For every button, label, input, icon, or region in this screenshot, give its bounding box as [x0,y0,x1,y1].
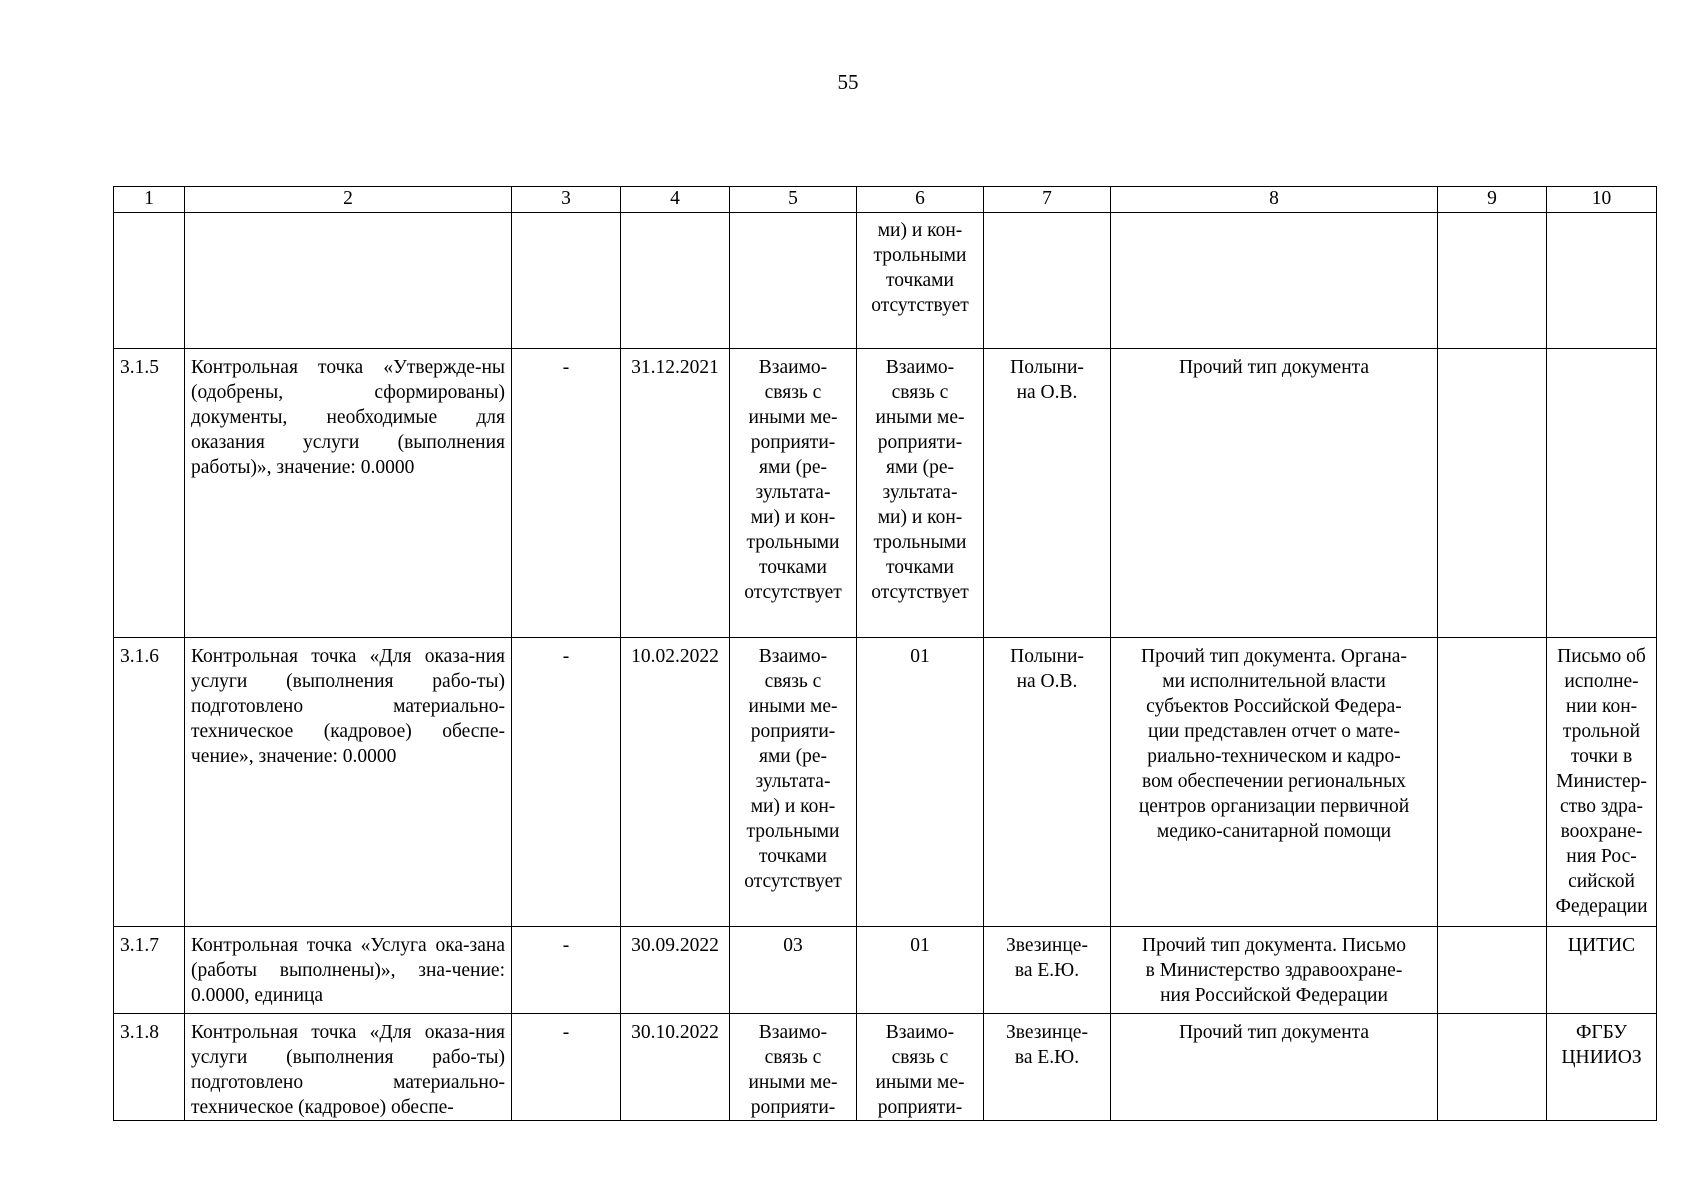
col10-cell [1547,213,1657,349]
header-row [114,187,1657,213]
row-number-cell: 3.1.6 [114,638,185,927]
col5-cell [730,213,857,349]
col5-cell: Взаимо- связь с иными ме- роприяти- [730,1014,857,1121]
row-number-cell: 3.1.7 [114,927,185,1014]
col10-cell: ФГБУ ЦНИИОЗ [1547,1014,1657,1121]
col5-cell: 03 [730,927,857,1014]
table-row [114,213,1657,349]
col9-cell [1438,213,1547,349]
column-header: 2 [185,187,512,213]
event-name-cell: Контрольная точка «Для оказа-ния услуги (выполнения рабо-ты) подготовлено материально-техническое (кадровое) обеспе-чение», значение: 0.0000 [185,638,512,927]
col3-cell: - [512,927,621,1014]
table-row [114,1014,1657,1121]
responsible-cell [984,213,1111,349]
col6-cell: 01 [857,638,984,927]
column-header: 4 [621,187,730,213]
col9-cell [1438,638,1547,927]
event-name-cell: Контрольная точка «Утвержде-ны (одобрены, сформированы) документы, необходимые для оказания услуги (выполнения работы)», значение: 0.0000 [185,349,512,638]
date-cell [621,213,730,349]
col6-cell: ми) и кон- трольными точками отсутствует [857,213,984,349]
column-header: 10 [1547,187,1657,213]
document-type-cell: Прочий тип документа. Органа- ми исполнительной власти субъектов Российской Федера- ции представлен отчет о мате- риально-техническом и кадро- вом обеспечении региональных центров организации первичной медико-санитарной помощи [1111,638,1438,927]
document-type-cell: Прочий тип документа. Письмо в Министерство здравоохране- ния Российской Федерации [1111,927,1438,1014]
col3-cell: - [512,349,621,638]
col6-cell: Взаимо- связь с иными ме- роприяти- [857,1014,984,1121]
table-row [114,349,1657,638]
event-name-cell: Контрольная точка «Услуга ока-зана (работы выполнены)», зна-чение: 0.0000, единица [185,927,512,1014]
table-row [114,638,1657,927]
page-number: 55 [837,70,859,94]
col3-cell: - [512,1014,621,1121]
event-name-cell [185,213,512,349]
row-number-cell: 3.1.5 [114,349,185,638]
col5-cell: Взаимо- связь с иными ме- роприяти- ями (ре- зультата- ми) и кон- трольными точками отсутствует [730,349,857,638]
document-type-cell [1111,213,1438,349]
col9-cell [1438,1014,1547,1121]
date-cell: 31.12.2021 [621,349,730,638]
col9-cell [1438,349,1547,638]
col6-cell: Взаимо- связь с иными ме- роприяти- ями (ре- зультата- ми) и кон- трольными точками отсутствует [857,349,984,638]
column-header: 9 [1438,187,1547,213]
column-header: 6 [857,187,984,213]
col5-cell: Взаимо- связь с иными ме- роприяти- ями (ре- зультата- ми) и кон- трольными точками отсутствует [730,638,857,927]
plan-table [113,186,1657,1121]
col10-cell: ЦИТИС [1547,927,1657,1014]
column-header: 8 [1111,187,1438,213]
document-type-cell: Прочий тип документа [1111,349,1438,638]
date-cell: 30.09.2022 [621,927,730,1014]
col10-cell [1547,349,1657,638]
column-header: 5 [730,187,857,213]
responsible-cell: Звезинце- ва Е.Ю. [984,1014,1111,1121]
responsible-cell: Полыни- на О.В. [984,349,1111,638]
column-header: 1 [114,187,185,213]
column-header: 3 [512,187,621,213]
event-name-cell: Контрольная точка «Для оказа-ния услуги (выполнения рабо-ты) подготовлено материально-техническое (кадровое) обеспе- [185,1014,512,1121]
responsible-cell: Полыни- на О.В. [984,638,1111,927]
responsible-cell: Звезинце- ва Е.Ю. [984,927,1111,1014]
col6-cell: 01 [857,927,984,1014]
date-cell: 10.02.2022 [621,638,730,927]
table-row [114,927,1657,1014]
row-number-cell: 3.1.8 [114,1014,185,1121]
col10-cell: Письмо об исполне- нии кон- трольной точки в Министер- ство здра- воохране- ния Рос- сийской Федерации [1547,638,1657,927]
col3-cell [512,213,621,349]
document-type-cell: Прочий тип документа [1111,1014,1438,1121]
col9-cell [1438,927,1547,1014]
column-header: 7 [984,187,1111,213]
col3-cell: - [512,638,621,927]
row-number-cell [114,213,185,349]
date-cell: 30.10.2022 [621,1014,730,1121]
